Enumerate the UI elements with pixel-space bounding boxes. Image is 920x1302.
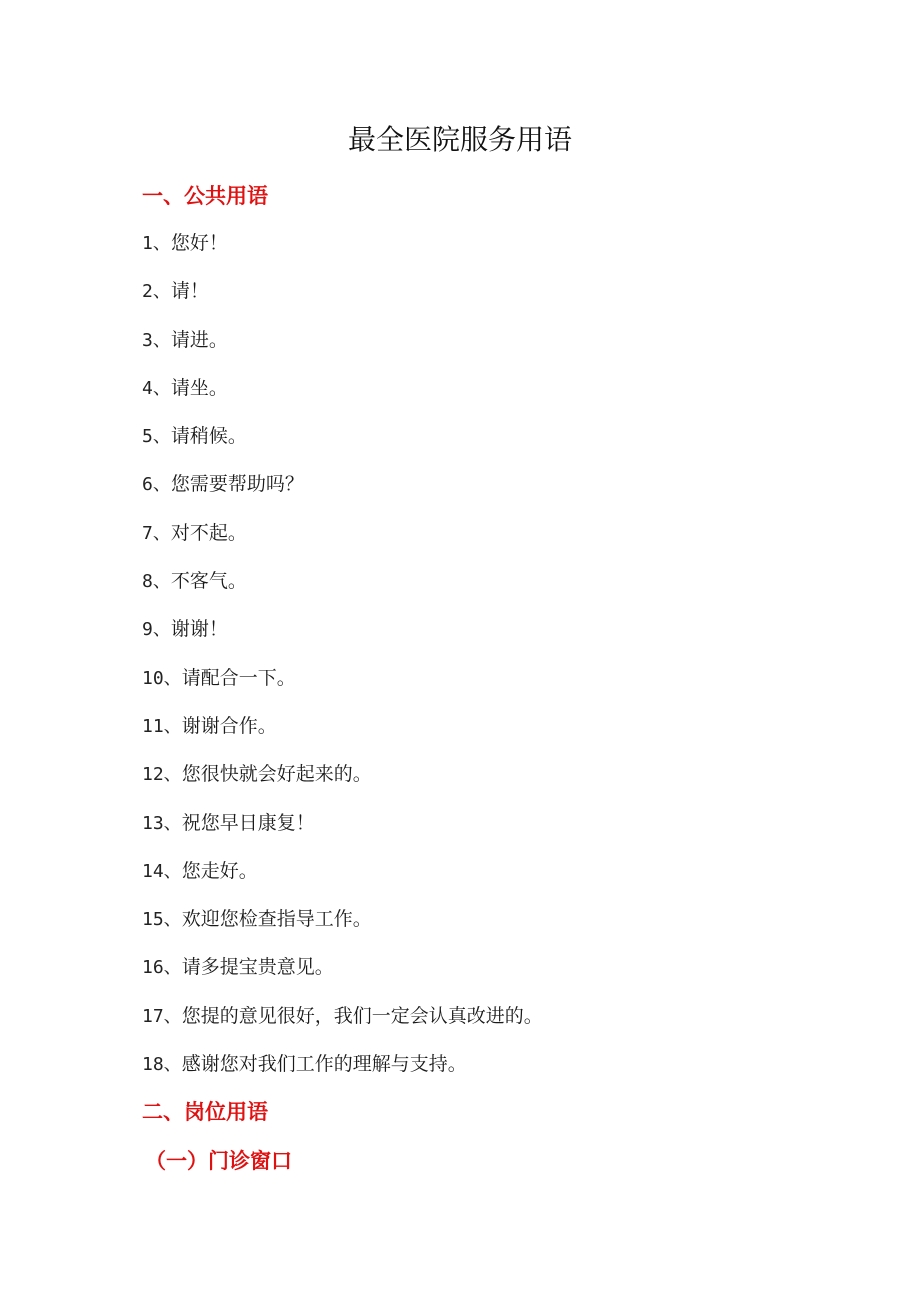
item-text: 您很快就会好起来的。 xyxy=(181,763,372,786)
list-item xyxy=(142,1001,543,1049)
item-number: 3、 xyxy=(142,329,171,351)
item-text: 感谢您对我们工作的理解与支持。 xyxy=(181,1053,467,1076)
list-item xyxy=(142,904,543,952)
item-text: 您走好。 xyxy=(181,859,258,882)
section-heading-post-phrases: 二、岗位用语 xyxy=(142,1100,268,1124)
item-text: 请配合一下。 xyxy=(181,666,296,689)
list-item xyxy=(142,614,543,662)
list-item xyxy=(142,421,543,469)
phrase-list xyxy=(142,228,543,1097)
item-number: 4、 xyxy=(142,377,171,399)
item-text: 请多提宝贵意见。 xyxy=(181,956,334,979)
item-number: 11、 xyxy=(142,715,182,737)
item-number: 18、 xyxy=(142,1054,182,1076)
item-number: 9、 xyxy=(142,619,171,641)
item-number: 7、 xyxy=(142,522,171,544)
item-text: 对不起。 xyxy=(170,521,247,544)
item-number: 12、 xyxy=(142,764,182,786)
item-text: 您好！ xyxy=(170,232,228,254)
list-item xyxy=(142,373,543,421)
item-number: 1、 xyxy=(142,233,171,254)
list-item xyxy=(142,711,543,759)
item-number: 16、 xyxy=(142,957,182,979)
list-item xyxy=(142,808,543,856)
section-heading-public-phrases: 一、公共用语 xyxy=(142,184,268,208)
item-text: 谢谢合作。 xyxy=(181,714,277,737)
item-number: 13、 xyxy=(142,812,182,834)
item-number: 14、 xyxy=(142,860,182,882)
item-text: 请稍候。 xyxy=(170,425,247,448)
item-text: 欢迎您检查指导工作。 xyxy=(181,908,372,931)
list-item xyxy=(142,276,543,324)
list-item xyxy=(142,1049,543,1097)
list-item xyxy=(142,952,543,1000)
list-item xyxy=(142,469,543,517)
item-number: 15、 xyxy=(142,909,182,931)
item-text: 不客气。 xyxy=(170,570,247,593)
list-item xyxy=(142,228,543,276)
list-item xyxy=(142,566,543,614)
item-number: 5、 xyxy=(142,426,171,448)
item-number: 6、 xyxy=(142,474,171,496)
list-item xyxy=(142,663,543,711)
list-item xyxy=(142,759,543,807)
item-text: 您提的意见很好，我们一定会认真改进的。 xyxy=(181,1004,543,1027)
item-text: 您需要帮助吗？ xyxy=(170,473,304,496)
item-text: 请坐。 xyxy=(170,376,228,399)
item-number: 17、 xyxy=(142,1005,182,1027)
item-number: 8、 xyxy=(142,571,171,593)
item-text: 祝您早日康复！ xyxy=(181,811,315,834)
list-item xyxy=(142,856,543,904)
item-number: 10、 xyxy=(142,667,182,689)
item-number: 2、 xyxy=(142,281,171,303)
document-title: 最全医院服务用语 xyxy=(347,123,572,156)
item-text: 请进。 xyxy=(170,328,228,351)
item-text: 请！ xyxy=(170,280,209,303)
list-item xyxy=(142,325,543,373)
subsection-heading-outpatient-window: （一）门诊窗口 xyxy=(145,1149,292,1173)
item-text: 谢谢！ xyxy=(170,618,228,641)
list-item xyxy=(142,518,543,566)
